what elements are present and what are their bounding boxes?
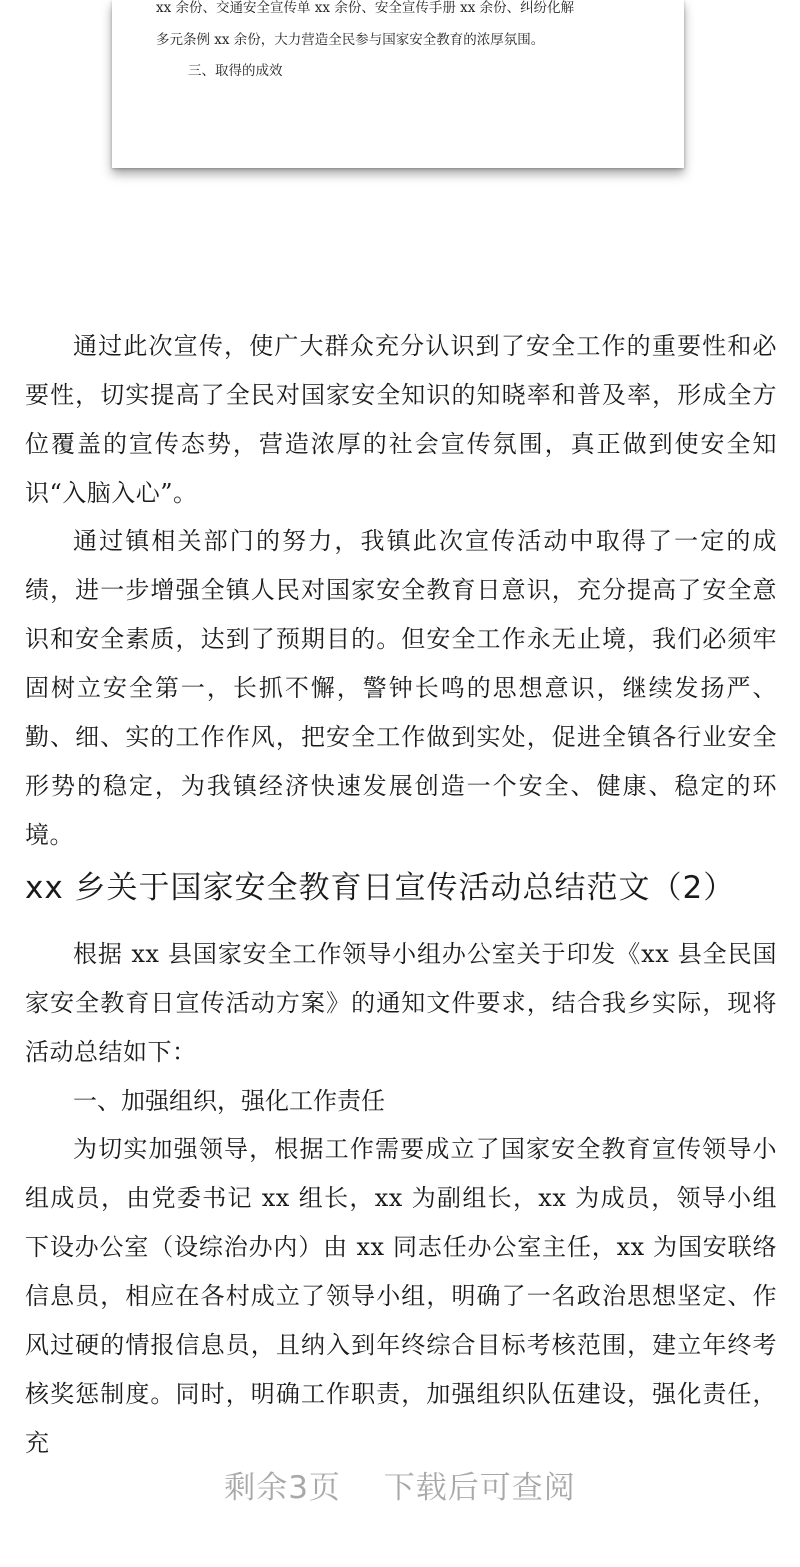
preview-heading: 三、取得的成效	[188, 63, 283, 79]
body-paragraph: 根据 xx 县国家安全工作领导小组办公室关于印发《xx 县全民国家安全教育日宣传活动方案》的通知文件要求，结合我乡实际，现将活动总结如下：	[25, 940, 777, 1066]
subheading: 一、加强组织，强化工作责任	[73, 1087, 385, 1115]
body-paragraph: 通过镇相关部门的努力，我镇此次宣传活动中取得了一定的成绩，进一步增强全镇人民对国家安全教育日意识，充分提高了安全意识和安全素质，达到了预期目的。但安全工作永无止境，我们必须牢固树立安全第一，长抓不懈，警钟长鸣的思想意识，继续发扬严、勤、细、实的工作作风，把安全工作做到实处，促进全镇各行业安全形势的稳定，为我镇经济快速发展创造一个安全、健康、稳定的环境。	[25, 527, 777, 849]
download-prompt[interactable]	[0, 1462, 800, 1507]
body-paragraph: 通过此次宣传，使广大群众充分认识到了安全工作的重要性和必要性，切实提高了全民对国家安全知识的知晓率和普及率，形成全方位覆盖的宣传态势，营造浓厚的社会宣传氛围，真正做到使安全知识“入脑入心”。	[25, 332, 777, 507]
preview-line: xx 余份、交通安全宣传单 xx 余份、安全宣传手册 xx 余份、纠纷化解	[156, 0, 575, 16]
download-to-view-label: 下载后可查阅	[383, 1470, 576, 1506]
section-title: xx 乡关于国家安全教育日宣传活动总结范文（2）	[25, 870, 736, 906]
body-paragraph: 为切实加强领导，根据工作需要成立了国家安全教育宣传领导小组成员，由党委书记 xx 组长，xx 为副组长，xx 为成员，领导小组下设办公室（设综治办内）由 xx 同志任办公室主任，xx 为国安联络信息员，相应在各村成立了领导小组，明确了一名政治思想坚定、作风过硬的情报信息员，且纳入到年终综合目标考核范围，建立年终考核奖惩制度。同时，明确工作职责，加强组织队伍建设，强化责任，充	[25, 1135, 777, 1457]
page-preview-card	[112, 0, 684, 168]
remaining-pages-label: 剩余3页	[224, 1470, 341, 1506]
preview-line: 多元条例 xx 余份，大力营造全民参与国家安全教育的浓厚氛围。	[156, 32, 545, 48]
